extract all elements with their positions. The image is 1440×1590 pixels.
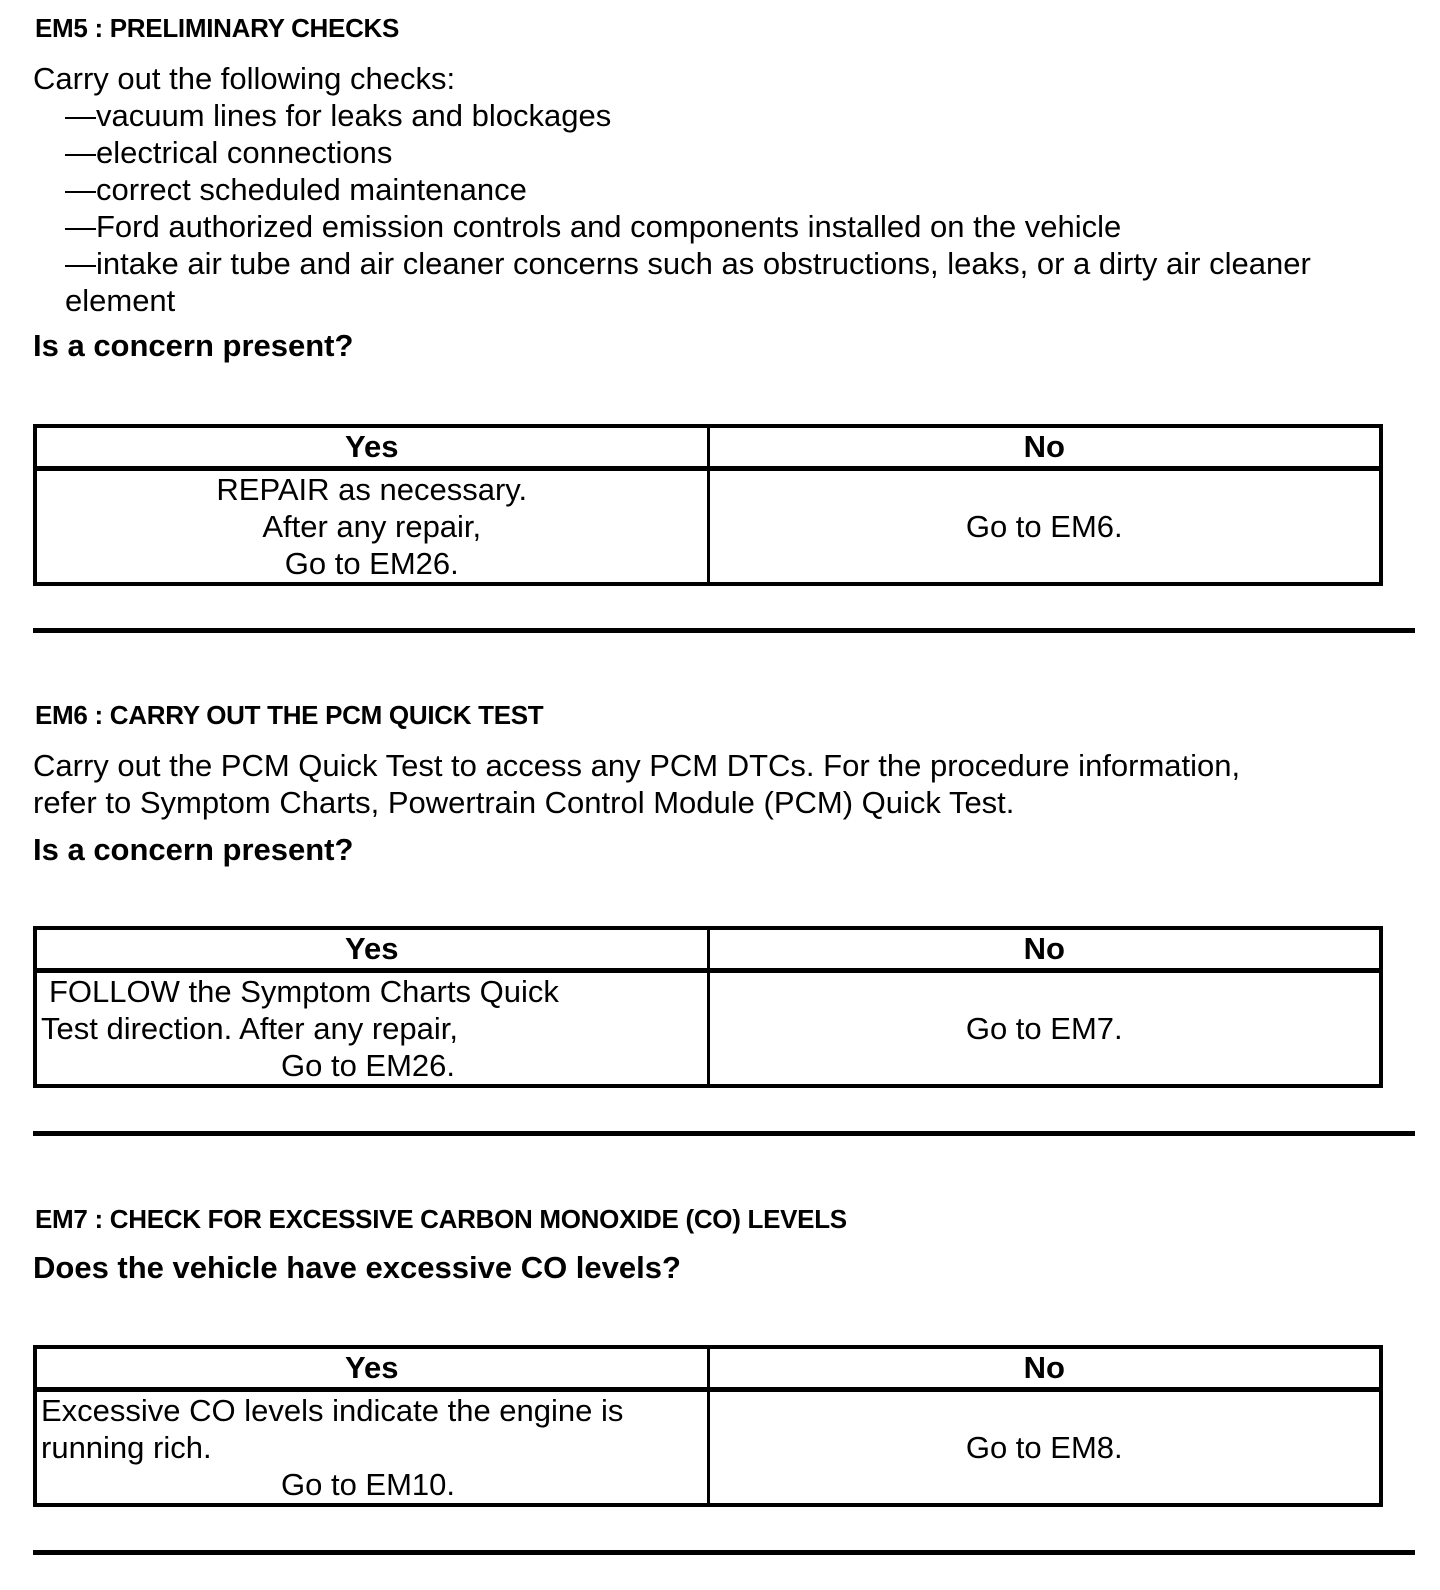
step-em5-decision-table (33, 424, 1383, 586)
check-item-continuation: element (65, 283, 176, 318)
step-em7-question: Does the vehicle have excessive CO levels? (33, 1250, 681, 1285)
yes-line: running rich. (41, 1430, 212, 1465)
yes-header: Yes (35, 1347, 708, 1390)
step-em7-title: EM7 : CHECK FOR EXCESSIVE CARBON MONOXIDE (CO) LEVELS (35, 1204, 847, 1234)
yes-cell (35, 971, 708, 1087)
yes-header: Yes (35, 928, 708, 971)
check-item: —Ford authorized emission controls and components installed on the vehicle (65, 209, 1122, 244)
yes-line: After any repair, (262, 509, 482, 544)
step-em6-body-line: refer to Symptom Charts, Powertrain Control Module (PCM) Quick Test. (33, 785, 1015, 820)
step-em6-question: Is a concern present? (33, 832, 354, 867)
no-cell (708, 469, 1381, 585)
check-item: —vacuum lines for leaks and blockages (65, 98, 612, 133)
step-em6-body-line: Carry out the PCM Quick Test to access any PCM DTCs. For the procedure information, (33, 748, 1241, 783)
no-header: No (708, 928, 1381, 971)
yes-goto-link[interactable]: Go to EM10. (281, 1467, 456, 1502)
step-em5-title: EM5 : PRELIMINARY CHECKS (35, 13, 400, 43)
no-header: No (708, 1347, 1381, 1390)
yes-goto-link[interactable]: Go to EM26. (281, 1048, 456, 1083)
yes-line: Excessive CO levels indicate the engine is (41, 1393, 624, 1428)
step-em7-decision-table (33, 1345, 1383, 1507)
yes-header: Yes (35, 426, 708, 469)
step-em5-intro: Carry out the following checks: (33, 61, 456, 96)
yes-line: Test direction. After any repair, (41, 1011, 458, 1046)
check-item: —correct scheduled maintenance (65, 172, 527, 207)
no-goto-link[interactable]: Go to EM7. (965, 1011, 1123, 1046)
section-divider (33, 628, 1415, 633)
yes-line: REPAIR as necessary. (216, 472, 528, 507)
section-divider (33, 1550, 1415, 1555)
no-goto-link[interactable]: Go to EM8. (965, 1430, 1123, 1465)
yes-cell (35, 469, 708, 585)
no-header: No (708, 426, 1381, 469)
no-cell (708, 971, 1381, 1087)
yes-goto-link[interactable]: Go to EM26. (284, 546, 459, 581)
step-em6-decision-table (33, 926, 1383, 1088)
step-em5-question: Is a concern present? (33, 328, 354, 363)
check-item: —intake air tube and air cleaner concerns such as obstructions, leaks, or a dirty air cleaner (65, 246, 1311, 281)
no-goto-link[interactable]: Go to EM6. (965, 509, 1123, 544)
step-em6-title: EM6 : CARRY OUT THE PCM QUICK TEST (35, 700, 544, 730)
check-item: —electrical connections (65, 135, 393, 170)
section-divider (33, 1131, 1415, 1136)
yes-cell (35, 1390, 708, 1506)
yes-line: FOLLOW the Symptom Charts Quick (49, 974, 559, 1009)
no-cell (708, 1390, 1381, 1506)
